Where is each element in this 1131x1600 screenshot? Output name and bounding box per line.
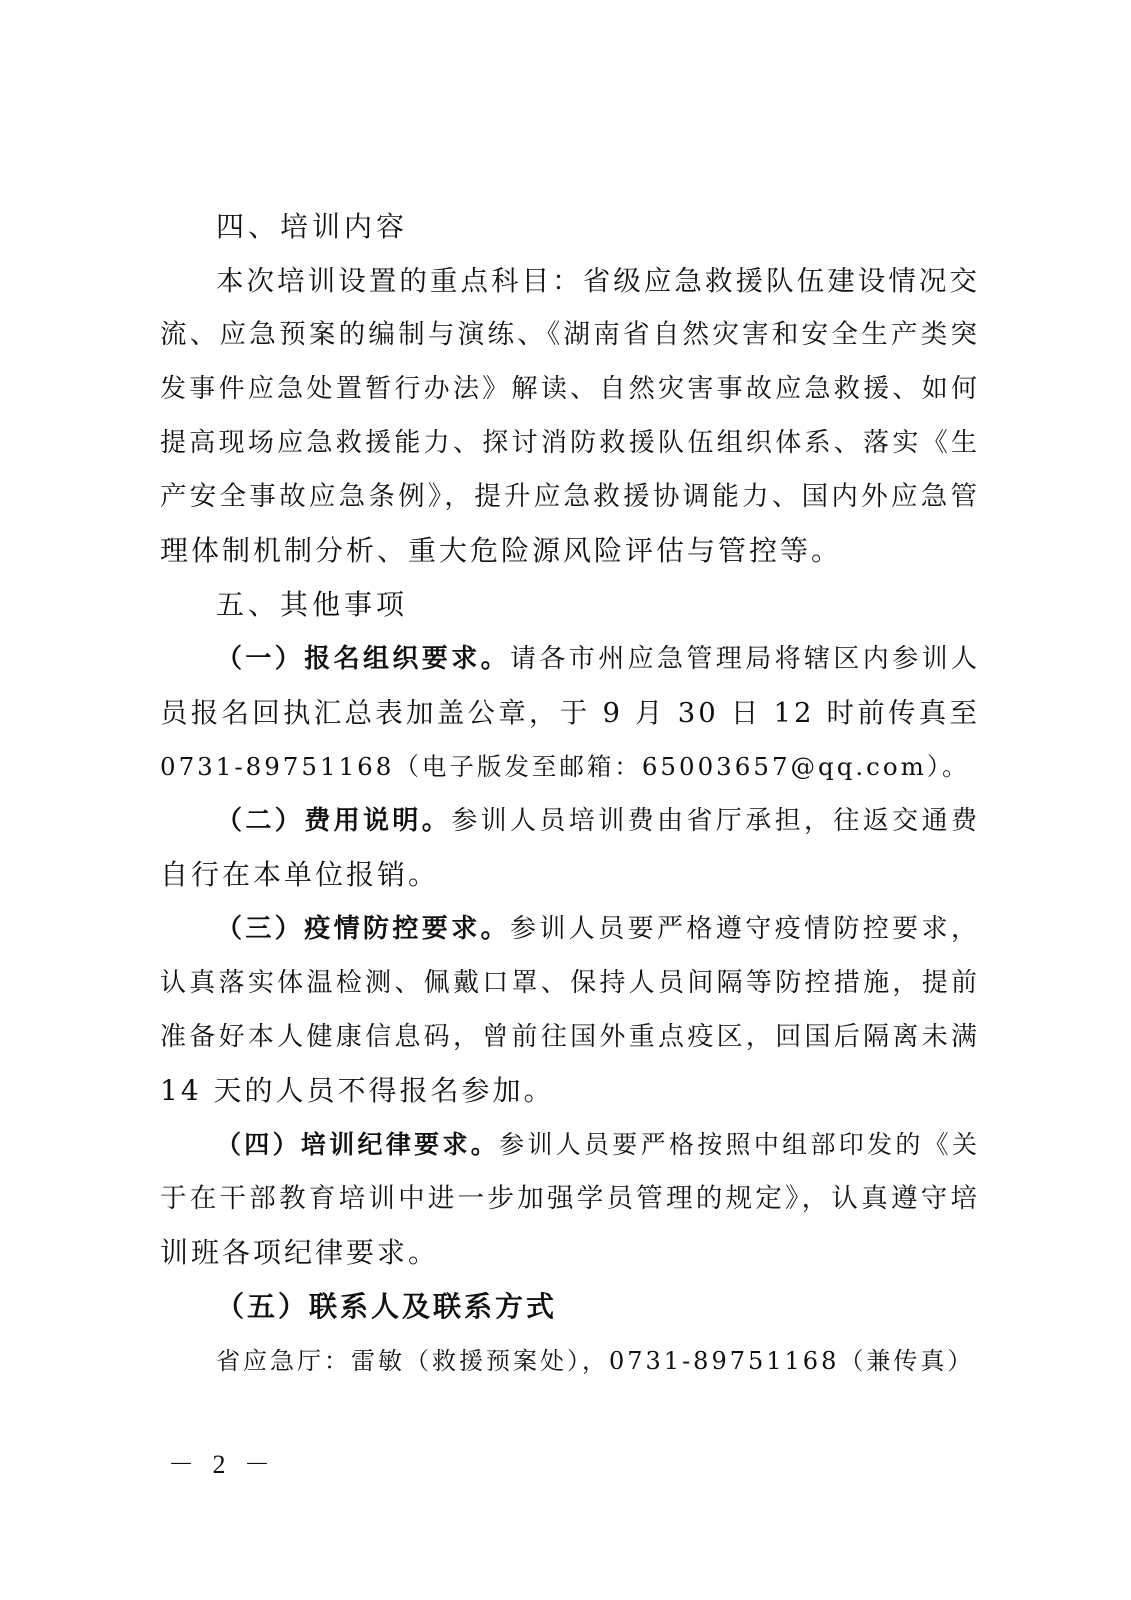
paragraph-line: 提高现场应急救援能力、探讨消防救援队伍组织体系、落实《生 (160, 428, 980, 458)
paragraph-line: 认真落实体温检测、佩戴口罩、保持人员间隔等防控措施，提前 (160, 968, 980, 998)
page-number: － 2 － (168, 1450, 277, 1479)
item-text: 参训人员要严格按照中组部印发的《关 (499, 1130, 980, 1159)
paragraph-line: 训班各项纪律要求。 (160, 1236, 440, 1269)
item-title-registration: （一）报名组织要求。 (216, 644, 510, 674)
paragraph-line: 0731-89751168（电子版发至邮箱：65003657@qq.com）。 (160, 752, 970, 781)
paragraph-line: 于在干部教育培训中进一步加强学员管理的规定》，认真遵守培 (160, 1183, 980, 1214)
document-body (160, 200, 980, 1388)
item-registration-line (160, 632, 980, 686)
paragraph-line: 理体制机制分析、重大危险源风险评估与管控等。 (160, 534, 843, 567)
item-title-contact: （五）联系人及联系方式 (216, 1290, 558, 1323)
paragraph-line: 流、应急预案的编制与演练、《湖南省自然灾害和安全生产类突 (160, 319, 980, 350)
paragraph-line: 14 天的人员不得报名参加。 (160, 1074, 555, 1107)
item-text: 请各市州应急管理局将辖区内参训人 (510, 644, 980, 674)
item-epidemic-line (160, 902, 980, 956)
item-fees-line (160, 794, 980, 848)
item-title-fees: （二）费用说明。 (216, 806, 452, 836)
item-text: 参训人员培训费由省厅承担，往返交通费 (451, 806, 980, 836)
paragraph-line: 产安全事故应急条例》，提升应急救援协调能力、国内外应急管 (160, 481, 980, 512)
paragraph-line: 员报名回执汇总表加盖公章，于 9 月 30 日 12 时前传真至 (160, 697, 980, 729)
paragraph-line: 发事件应急处置暂行办法》解读、自然灾害事故应急救援、如何 (160, 374, 980, 404)
paragraph-line: 准备好本人健康信息码，曾前往国外重点疫区，回国后隔离未满 (160, 1022, 980, 1052)
paragraph-line: 自行在本单位报销。 (160, 858, 440, 891)
section-heading-other-matters: 五、其他事项 (216, 588, 409, 621)
item-contact-line (160, 1280, 980, 1334)
item-discipline-line (160, 1118, 980, 1172)
paragraph-line: 本次培训设置的重点科目：省级应急救援队伍建设情况交 (216, 265, 980, 297)
item-title-epidemic: （三）疫情防控要求。 (216, 914, 510, 944)
item-text: 参训人员要严格遵守疫情防控要求， (510, 914, 980, 944)
section-heading-training-content: 四、培训内容 (216, 210, 409, 243)
item-title-discipline: （四）培训纪律要求。 (216, 1130, 500, 1159)
contact-info-line: 省应急厅：雷敏（救援预案处），0731-89751168（兼传真） (216, 1347, 975, 1375)
